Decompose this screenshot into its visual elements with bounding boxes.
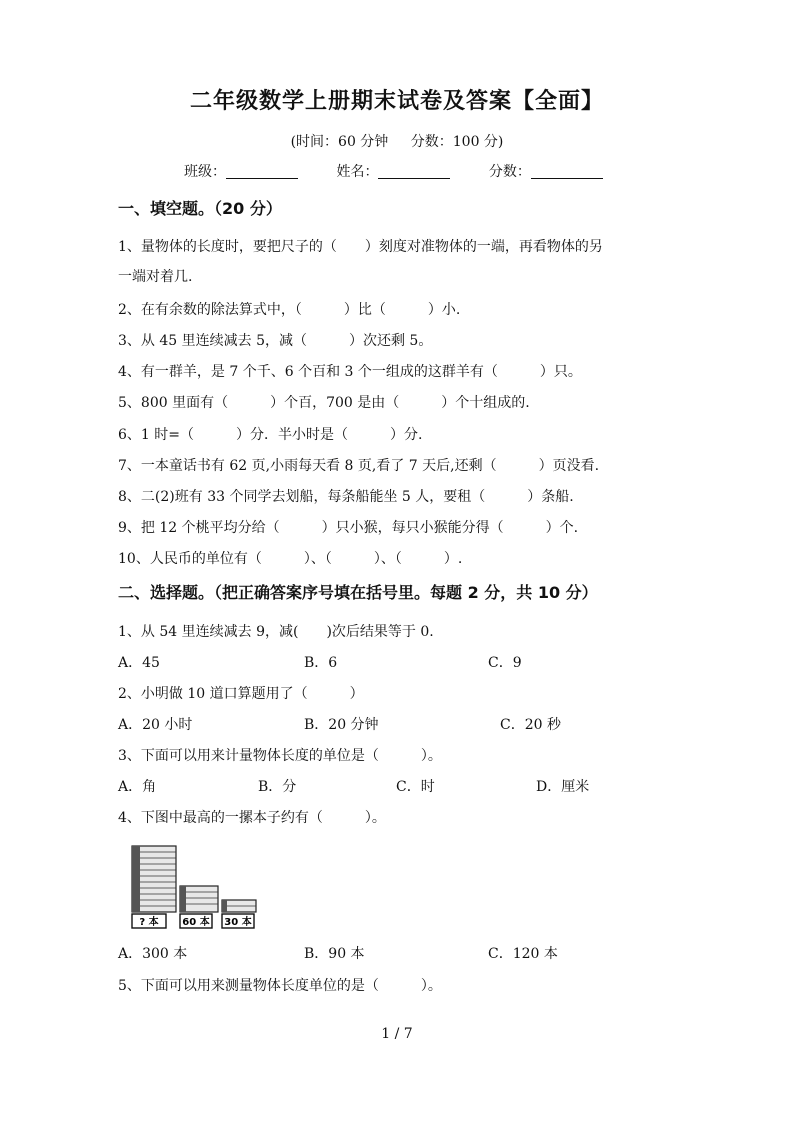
book-stacks-figure <box>128 842 268 930</box>
option-a[interactable]: A．20 小时 <box>118 717 193 733</box>
section1-heading: 一、填空题。（20 分） <box>118 199 282 218</box>
score-field <box>489 161 603 181</box>
name-blank[interactable] <box>378 164 450 179</box>
option-b[interactable]: B．90 本 <box>304 946 365 962</box>
s2-question-1-options <box>118 652 678 672</box>
s1-question-8: 8、二(2)班有 33 个同学去划船，每条船能坐 5 人，要租（ ）条船. <box>118 489 574 505</box>
stack-labels <box>132 914 254 928</box>
option-c[interactable]: C．120 本 <box>488 946 558 962</box>
section2-heading: 二、选择题。（把正确答案序号填在括号里。每题 2 分，共 10 分） <box>118 583 598 602</box>
s2-question-4: 4、下图中最高的一摞本子约有（ ）。 <box>118 810 386 826</box>
option-c[interactable]: C．时 <box>396 779 435 795</box>
s1-question-10: 10、人民币的单位有（ ）、（ ）、（ ）. <box>118 551 463 567</box>
option-b[interactable]: B．20 分钟 <box>304 717 379 733</box>
score-label: 分数： <box>488 164 531 180</box>
name-label: 姓名： <box>336 164 379 180</box>
class-blank[interactable] <box>226 164 298 179</box>
s1-question-5: 5、800 里面有（ ）个百，700 是由（ ）个十组成的. <box>118 395 530 411</box>
s2-question-1: 1、从 54 里连续减去 9，减( )次后结果等于 0. <box>118 624 434 640</box>
class-field <box>184 161 298 181</box>
option-a[interactable]: A．角 <box>118 779 157 795</box>
option-b[interactable]: B．6 <box>304 655 338 671</box>
total-score: 分数：100 分) <box>410 134 504 150</box>
s1-question-1-line2: 一端对着几. <box>118 269 193 285</box>
option-a[interactable]: A．300 本 <box>118 946 188 962</box>
tall-stack-label: ? 本 <box>139 917 159 928</box>
medium-book-stack <box>180 886 218 912</box>
option-c[interactable]: C．9 <box>488 655 522 671</box>
s2-question-2: 2、小明做 10 道口算题用了（ ） <box>118 686 364 702</box>
s1-question-7: 7、一本童话书有 62 页,小雨每天看 8 页,看了 7 天后,还剩（ ）页没看. <box>118 458 600 474</box>
tall-book-stack <box>132 846 176 912</box>
medium-stack-label: 60 本 <box>182 917 210 928</box>
s2-question-3: 3、下面可以用来计量物体长度的单位是（ ）。 <box>118 748 442 764</box>
s2-question-3-options <box>118 776 678 796</box>
option-c[interactable]: C．20 秒 <box>500 717 561 733</box>
option-a[interactable]: A．45 <box>118 655 160 671</box>
s1-question-3: 3、从 45 里连续减去 5，减（ ）次还剩 5。 <box>118 333 433 349</box>
s1-question-2: 2、在有余数的除法算式中，（ ）比（ ）小. <box>118 302 461 318</box>
s1-question-6: 6、1 时=（ ）分．半小时是（ ）分. <box>118 427 423 443</box>
name-field <box>336 161 450 181</box>
page-number: 1 / 7 <box>381 1026 413 1042</box>
option-b[interactable]: B．分 <box>258 779 297 795</box>
short-book-stack <box>222 900 256 912</box>
s1-question-9: 9、把 12 个桃平均分给（ ）只小猴，每只小猴能分得（ ）个. <box>118 520 579 536</box>
s1-question-4: 4、有一群羊，是 7 个千、6 个百和 3 个一组成的这群羊有（ ）只。 <box>118 364 582 380</box>
exam-subtitle <box>0 131 794 151</box>
s2-question-4-options <box>118 943 678 963</box>
option-d[interactable]: D．厘米 <box>536 779 590 795</box>
short-stack-label: 30 本 <box>224 917 252 928</box>
time-limit: (时间：60 分钟 <box>290 134 389 150</box>
student-info <box>184 161 637 181</box>
class-label: 班级： <box>184 164 226 180</box>
s1-question-1-line1: 1、量物体的长度时，要把尺子的（ ）刻度对准物体的一端，再看物体的另 <box>118 239 603 255</box>
s2-question-2-options <box>118 714 678 734</box>
page-title: 二年级数学上册期末试卷及答案【全面】 <box>189 89 604 114</box>
s2-question-5: 5、下面可以用来测量物体长度单位的是（ ）。 <box>118 978 442 994</box>
score-blank[interactable] <box>531 164 603 179</box>
